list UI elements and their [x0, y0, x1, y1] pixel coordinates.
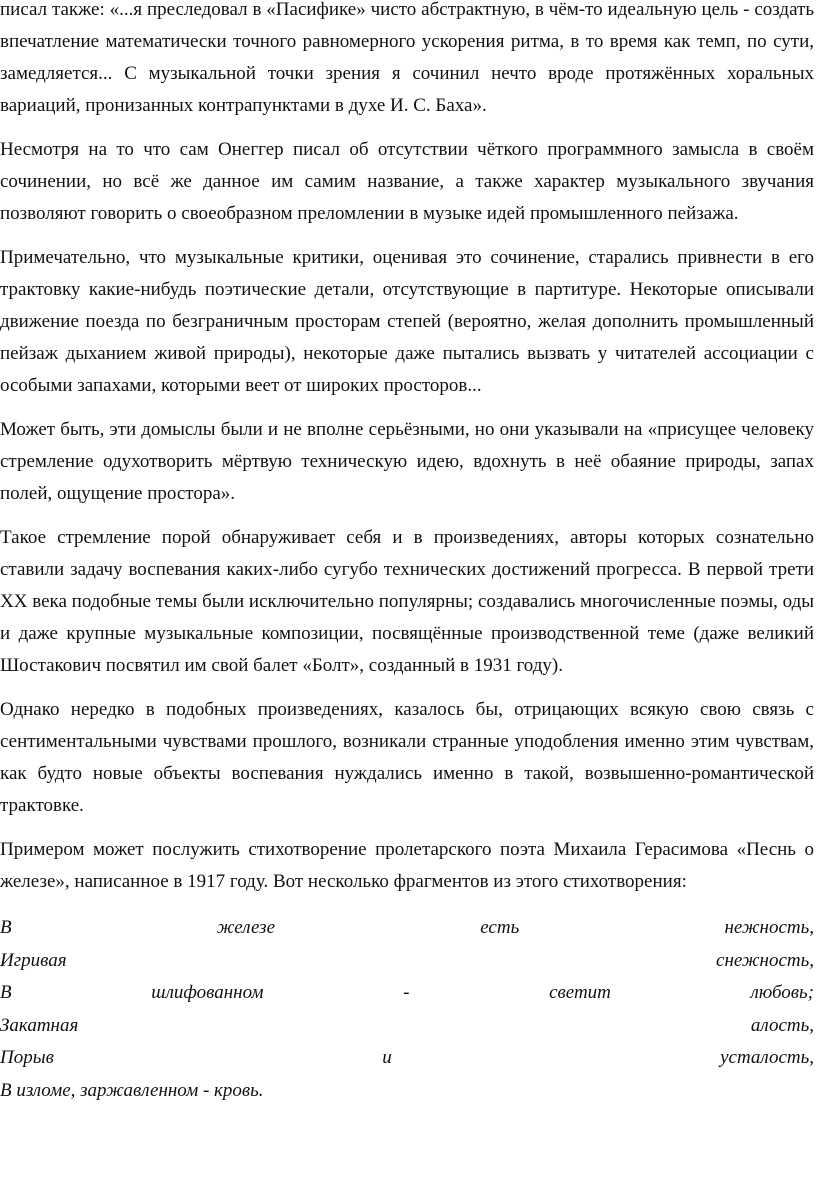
- paragraph-2: Несмотря на то что сам Онеггер писал об отсутствии чёткого программного замысла в своём сочинении, но всё же данное им самим название, а также характер музыкального звучания позволяют говорить о своеобразном преломлении в музыке идей промышленного пейзажа.: [0, 139, 814, 224]
- paragraph-4: Может быть, эти домыслы были и не вполне серьёзными, но они указывали на «присущее человеку стремление одухотворить мёртвую техническую идею, вдохнуть в неё обаяние природы, запах полей, ощущение простора».: [0, 419, 814, 504]
- paragraph-6: Однако нередко в подобных произведениях, казалось бы, отрицающих всякую свою связь с сентиментальными чувствами прошлого, возникали странные уподобления именно этим чувствам, как будто новые объекты воспевания нуждались именно в такой, возвышенно-романтической трактовке.: [0, 699, 814, 816]
- poem-line-2: Игривая снежность,: [0, 949, 814, 971]
- paragraph-3: Примечательно, что музыкальные критики, оценивая это сочинение, старались привнести в его трактовку какие-нибудь поэтические детали, отсутствующие в партитуре. Некоторые описывали движение поезда по безграничным просторам степей (вероятно, желая дополнить промышленный пейзаж дыханием живой природы), некоторые даже пытались вызвать у читателей ассоциации с особыми запахами, которыми веет от широких просторов...: [0, 247, 814, 396]
- poem-line-4: Закатная алость,: [0, 1014, 814, 1036]
- poem-excerpt: [0, 912, 816, 1107]
- poem-line-5: Порыв и усталость,: [0, 1047, 814, 1068]
- poem-line-6: В изломе, заржавленном - кровь.: [0, 1079, 264, 1101]
- poem-line-3: В шлифованном - светит любовь;: [0, 982, 814, 1003]
- paragraph-5: Такое стремление порой обнаруживает себя и в произведениях, авторы которых сознательно ставили задачу воспевания каких-либо сугубо технических достижений прогресса. В первой трети XX века подобные темы были исключительно популярны; создавались многочисленные поэмы, оды и даже крупные музыкальные композиции, посвящённые производственной теме (даже великий Шостакович посвятил им свой балет «Болт», созданный в 1931 году).: [0, 527, 814, 676]
- poem-line-1: В железе есть нежность,: [0, 917, 814, 938]
- paragraph-7: Примером может послужить стихотворение пролетарского поэта Михаила Герасимова «Песнь о железе», написанное в 1917 году. Вот несколько фрагментов из этого стихотворения:: [0, 839, 814, 892]
- paragraph-1: писал также: «...я преследовал в «Пасифике» чисто абстрактную, в чём-то идеальную цель - создать впечатление математически точного равномерного ускорения ритма, в то время как темп, по сути, замедляется... С музыкальной точки зрения я сочинил нечто вроде протяжённых хоральных вариаций, пронизанных контрапунктами в духе И. С. Баха».: [0, 0, 814, 116]
